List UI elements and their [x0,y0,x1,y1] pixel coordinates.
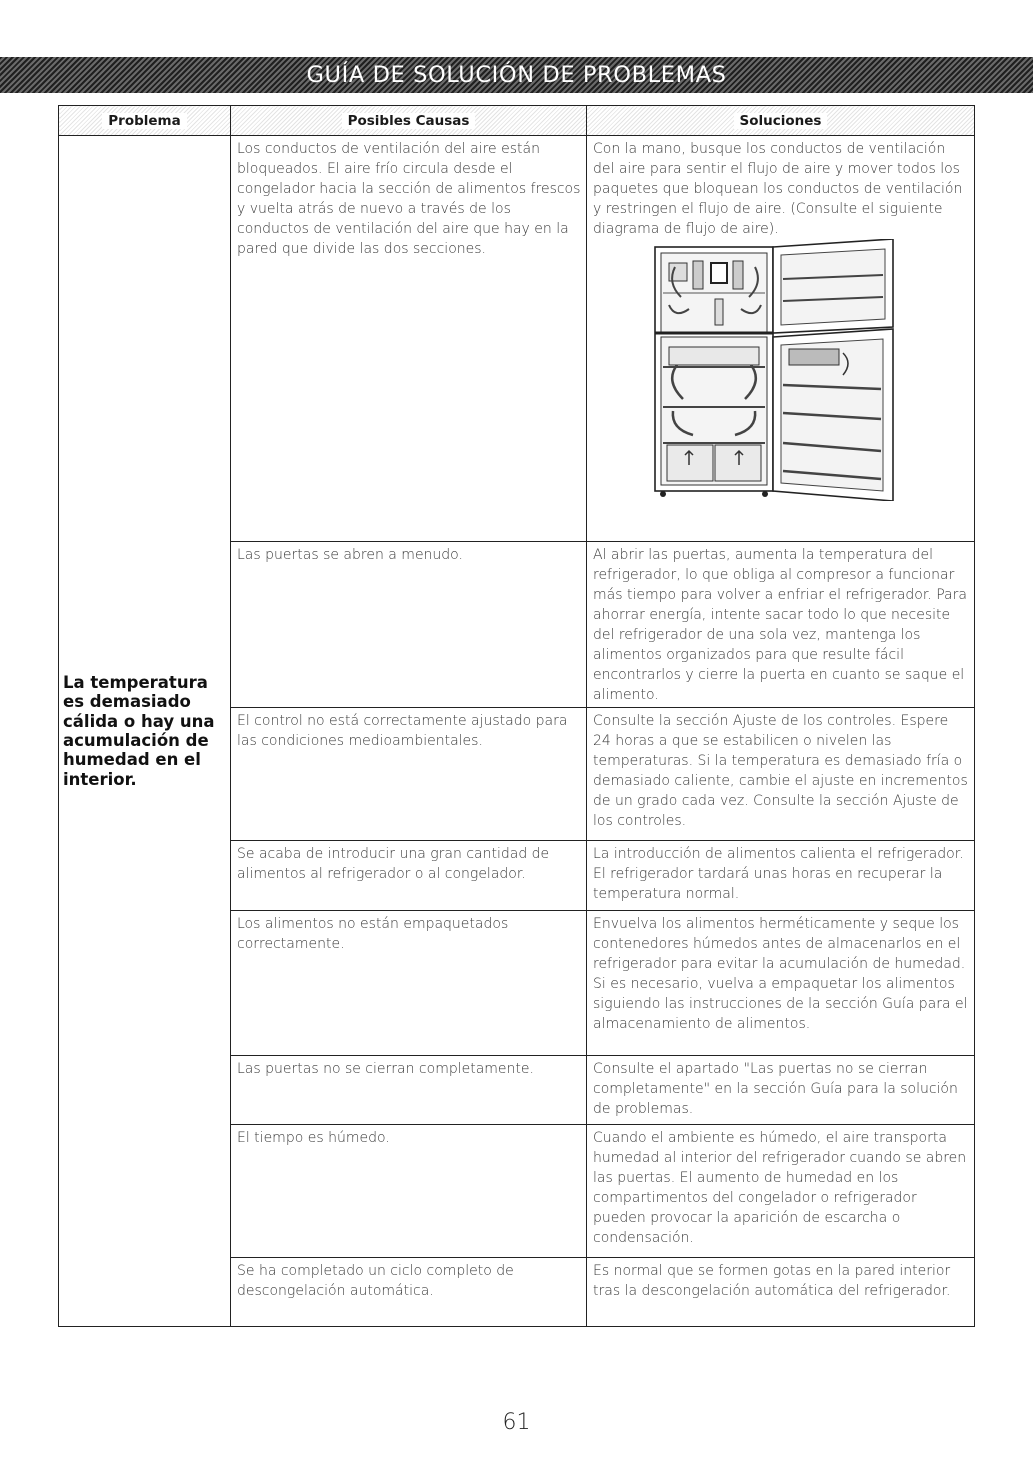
solution-cell: Consulte la sección Ajuste de los controles. Espere 24 horas a que se estabilicen o nivelen las temperaturas. Si la temperatura es demasiado fría o demasiado caliente, cambie el ajuste en incrementos de un grado cada vez. Consulte la sección Ajuste de los controles. [587,708,975,841]
table-header-row [59,106,975,136]
solution-cell: Es normal que se formen gotas en la pared interior tras la descongelación automática del refrigerador. [587,1258,975,1327]
solution-text: Con la mano, busque los conductos de ventilación del aire para sentir el flujo de aire y mover todos los paquetes que bloquean los conductos de ventilación y restringen el flujo de aire. (Consulte el siguiente diagrama de flujo de aire). [593,141,963,237]
cause-cell: El control no está correctamente ajustado para las condiciones medioambientales. [231,708,587,841]
solution-cell: La introducción de alimentos calienta el refrigerador. El refrigerador tardará unas horas en recuperar la temperatura normal. [587,841,975,911]
refrigerator-airflow-illustration [593,239,973,501]
header-causes: Posibles Causas [231,106,587,136]
airflow-diagram [593,239,973,509]
solution-cell [587,136,975,542]
page-number: 61 [502,1410,531,1435]
cause-cell: Se acaba de introducir una gran cantidad de alimentos al refrigerador o al congelador. [231,841,587,911]
cause-cell: El tiempo es húmedo. [231,1125,587,1258]
solution-cell: Consulte el apartado "Las puertas no se cierran completamente" en la sección Guía para la solución de problemas. [587,1056,975,1125]
title-banner [0,57,1033,93]
cause-cell: Las puertas no se cierran completamente. [231,1056,587,1125]
cause-cell: Se ha completado un ciclo completo de descongelación automática. [231,1258,587,1327]
troubleshooting-table [58,105,975,1327]
solution-cell: Envuelva los alimentos herméticamente y seque los contenedores húmedos antes de almacenarlos en el refrigerador para evitar la acumulación de humedad. Si es necesario, vuelva a empaquetar los alimentos siguiendo las instrucciones de la sección Guía para el almacenamiento de alimentos. [587,911,975,1056]
cause-cell: Los alimentos no están empaquetados correctamente. [231,911,587,1056]
header-problem: Problema [59,106,231,136]
page-title: GUÍA DE SOLUCIÓN DE PROBLEMAS [306,61,727,88]
problem-text: La temperatura es demasiado cálida o hay una acumulación de humedad en el interior. [63,672,215,789]
problem-cell [59,136,231,1327]
table-row [59,136,975,542]
cause-cell: Los conductos de ventilación del aire están bloqueados. El aire frío circula desde el congelador hacia la sección de alimentos frescos y vuelta atrás de nuevo a través de los conductos de ventilación del aire que hay en la pared que divide las dos secciones. [231,136,587,542]
cause-cell: Las puertas se abren a menudo. [231,542,587,708]
header-solutions: Soluciones [587,106,975,136]
solution-cell: Cuando el ambiente es húmedo, el aire transporta humedad al interior del refrigerador cuando se abren las puertas. El aumento de humedad en los compartimentos del congelador o refrigerador pueden provocar la aparición de escarcha o condensación. [587,1125,975,1258]
solution-cell: Al abrir las puertas, aumenta la temperatura del refrigerador, lo que obliga al compresor a funcionar más tiempo para volver a enfriar el refrigerador. Para ahorrar energía, intente sacar todo lo que necesite del refrigerador de una sola vez, mantenga los alimentos organizados para que resulte fácil encontrarlos y cierre la puerta en cuanto se saque el alimento. [587,542,975,708]
